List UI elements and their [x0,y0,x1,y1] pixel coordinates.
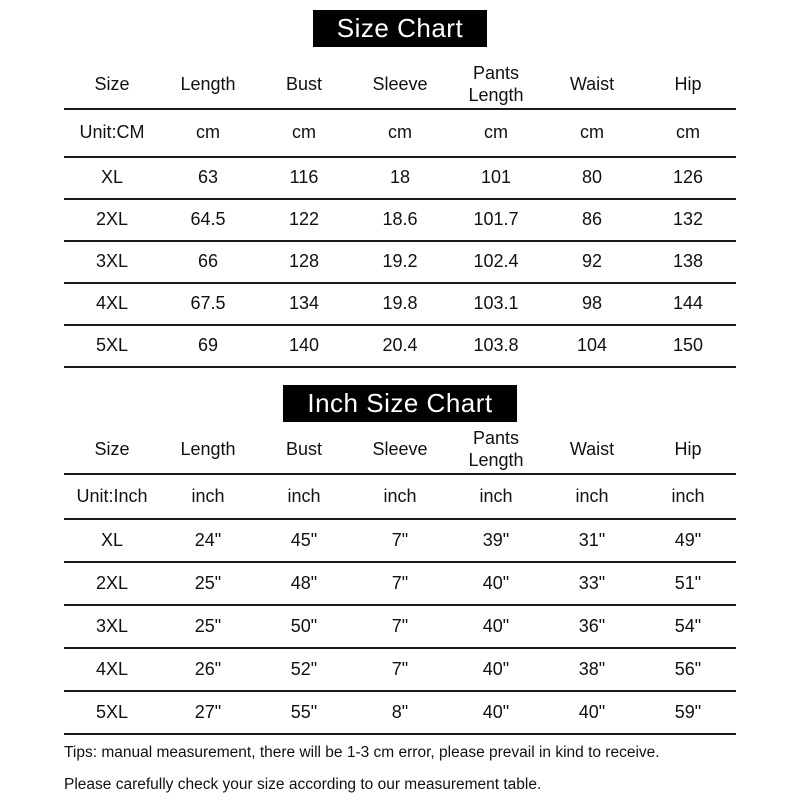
size-row-cell: 26" [194,658,222,679]
footer-notes [64,744,736,794]
size-row-cell: 27" [194,701,222,722]
cm-size-table [64,61,736,368]
unit-row-cell: cm [580,122,604,143]
size-row-cell: 80 [581,167,603,188]
size-row-cell: 66 [197,251,219,272]
column-header-row-cell: Size [94,439,130,460]
size-row-cell: 18.6 [382,209,418,230]
unit-row-cell: cm [484,122,508,143]
unit-row-cell: Unit:Inch [76,485,148,506]
size-row-cell: 103.1 [473,293,519,314]
size-row-cell: 3XL [95,615,129,636]
unit-row-cell: inch [191,485,225,506]
size-row-cell: 19.2 [382,251,418,272]
size-row-cell: 134 [288,293,320,314]
size-row-cell: 45" [290,529,318,550]
unit-row [64,474,736,519]
size-row-cell: 103.8 [473,335,519,356]
inch-chart-title-row [0,385,800,422]
size-row-cell: 5XL [95,335,129,356]
size-row-cell: XL [100,529,124,550]
column-header-row-cell: Pants Length [468,62,524,105]
size-row-cell: 102.4 [473,251,519,272]
size-row-cell: 67.5 [190,293,226,314]
size-row-cell: 98 [581,293,603,314]
size-row-cell: 101.7 [473,209,519,230]
unit-row-cell: inch [287,485,321,506]
column-header-row-cell: Hip [674,73,702,94]
size-row-cell: 31" [578,529,606,550]
size-row-cell: 128 [288,251,320,272]
size-row-cell: 122 [288,209,320,230]
size-row-cell: 25" [194,572,222,593]
unit-row-cell: inch [575,485,609,506]
size-row-cell: 3XL [95,251,129,272]
column-header-row-cell: Sleeve [372,73,428,94]
size-row [64,157,736,199]
size-row-cell: 36" [578,615,606,636]
cm-chart-title: Size Chart [313,10,487,47]
size-row-cell: 19.8 [382,293,418,314]
size-row-cell: 4XL [95,293,129,314]
size-row-cell: 104 [576,335,608,356]
size-row [64,691,736,734]
size-row-cell: 40" [578,701,606,722]
inch-size-table [64,427,736,735]
unit-row-cell: inch [479,485,513,506]
size-row-cell: 144 [672,293,704,314]
size-row-cell: 48" [290,572,318,593]
size-row-cell: 33" [578,572,606,593]
column-header-row-cell: Length [180,73,236,94]
column-header-row-cell: Size [94,73,130,94]
size-row [64,648,736,691]
size-row-cell: 56" [674,658,702,679]
unit-row-cell: Unit:CM [79,122,145,143]
size-row-cell: 138 [672,251,704,272]
size-row [64,199,736,241]
size-row-cell: 49" [674,529,702,550]
size-row [64,605,736,648]
unit-row [64,109,736,157]
size-row-cell: 7" [391,658,409,679]
size-row-cell: 7" [391,615,409,636]
tips-measurement-error: Tips: manual measurement, there will be 1-3 cm error, please prevail in kind to receive. [64,744,660,761]
unit-row-cell: inch [383,485,417,506]
size-row-cell: 63 [197,167,219,188]
unit-row-cell: cm [676,122,700,143]
size-row-cell: 39" [482,529,510,550]
column-header-row-cell: Sleeve [372,439,428,460]
unit-row-cell: cm [388,122,412,143]
size-row [64,241,736,283]
size-row [64,325,736,367]
size-row-cell: 18 [389,167,411,188]
column-header-row-cell: Bust [285,73,323,94]
size-row-cell: 38" [578,658,606,679]
size-row-cell: 116 [289,167,319,188]
size-row-cell: 55" [290,701,318,722]
size-row-cell: 150 [672,335,704,356]
size-row-cell: 69 [197,335,219,356]
size-row-cell: 50" [290,615,318,636]
size-row-cell: 40" [482,615,510,636]
size-row [64,562,736,605]
column-header-row [64,427,736,474]
size-row-cell: 126 [672,167,704,188]
size-row-cell: 51" [674,572,702,593]
size-row-cell: 132 [672,209,704,230]
column-header-row-cell: Hip [674,439,702,460]
size-row-cell: 20.4 [382,335,418,356]
size-row-cell: 4XL [95,658,129,679]
size-row-cell: 59" [674,701,702,722]
column-header-row-cell: Waist [569,73,615,94]
unit-row-cell: inch [671,485,705,506]
cm-chart-title-row [0,10,800,47]
column-header-row-cell: Waist [569,439,615,460]
size-row-cell: 86 [581,209,603,230]
size-row-cell: 7" [391,572,409,593]
size-row-cell: 92 [581,251,603,272]
inch-chart-title: Inch Size Chart [283,385,516,422]
size-row-cell: 24" [194,529,222,550]
size-row-cell: 40" [482,701,510,722]
size-row-cell: 140 [288,335,320,356]
size-row [64,283,736,325]
size-row-cell: 54" [674,615,702,636]
size-row [64,519,736,562]
size-row-cell: 25" [194,615,222,636]
tips-check-size: Please carefully check your size according to our measurement table. [64,775,542,793]
size-row-cell: 52" [290,658,318,679]
size-row-cell: 8" [391,701,409,722]
unit-row-cell: cm [196,122,220,143]
size-row-cell: 101 [480,167,512,188]
size-row-cell: XL [100,167,124,188]
size-row-cell: 2XL [95,572,129,593]
size-row-cell: 7" [391,529,409,550]
size-row-cell: 5XL [95,701,129,722]
size-row-cell: 40" [482,572,510,593]
column-header-row-cell: Bust [285,439,323,460]
size-row-cell: 64.5 [190,209,226,230]
size-row-cell: 2XL [95,209,129,230]
size-row-cell: 40" [482,658,510,679]
column-header-row [64,61,736,109]
column-header-row-cell: Length [180,439,236,460]
unit-row-cell: cm [292,122,316,143]
column-header-row-cell: Pants Length [468,428,524,470]
